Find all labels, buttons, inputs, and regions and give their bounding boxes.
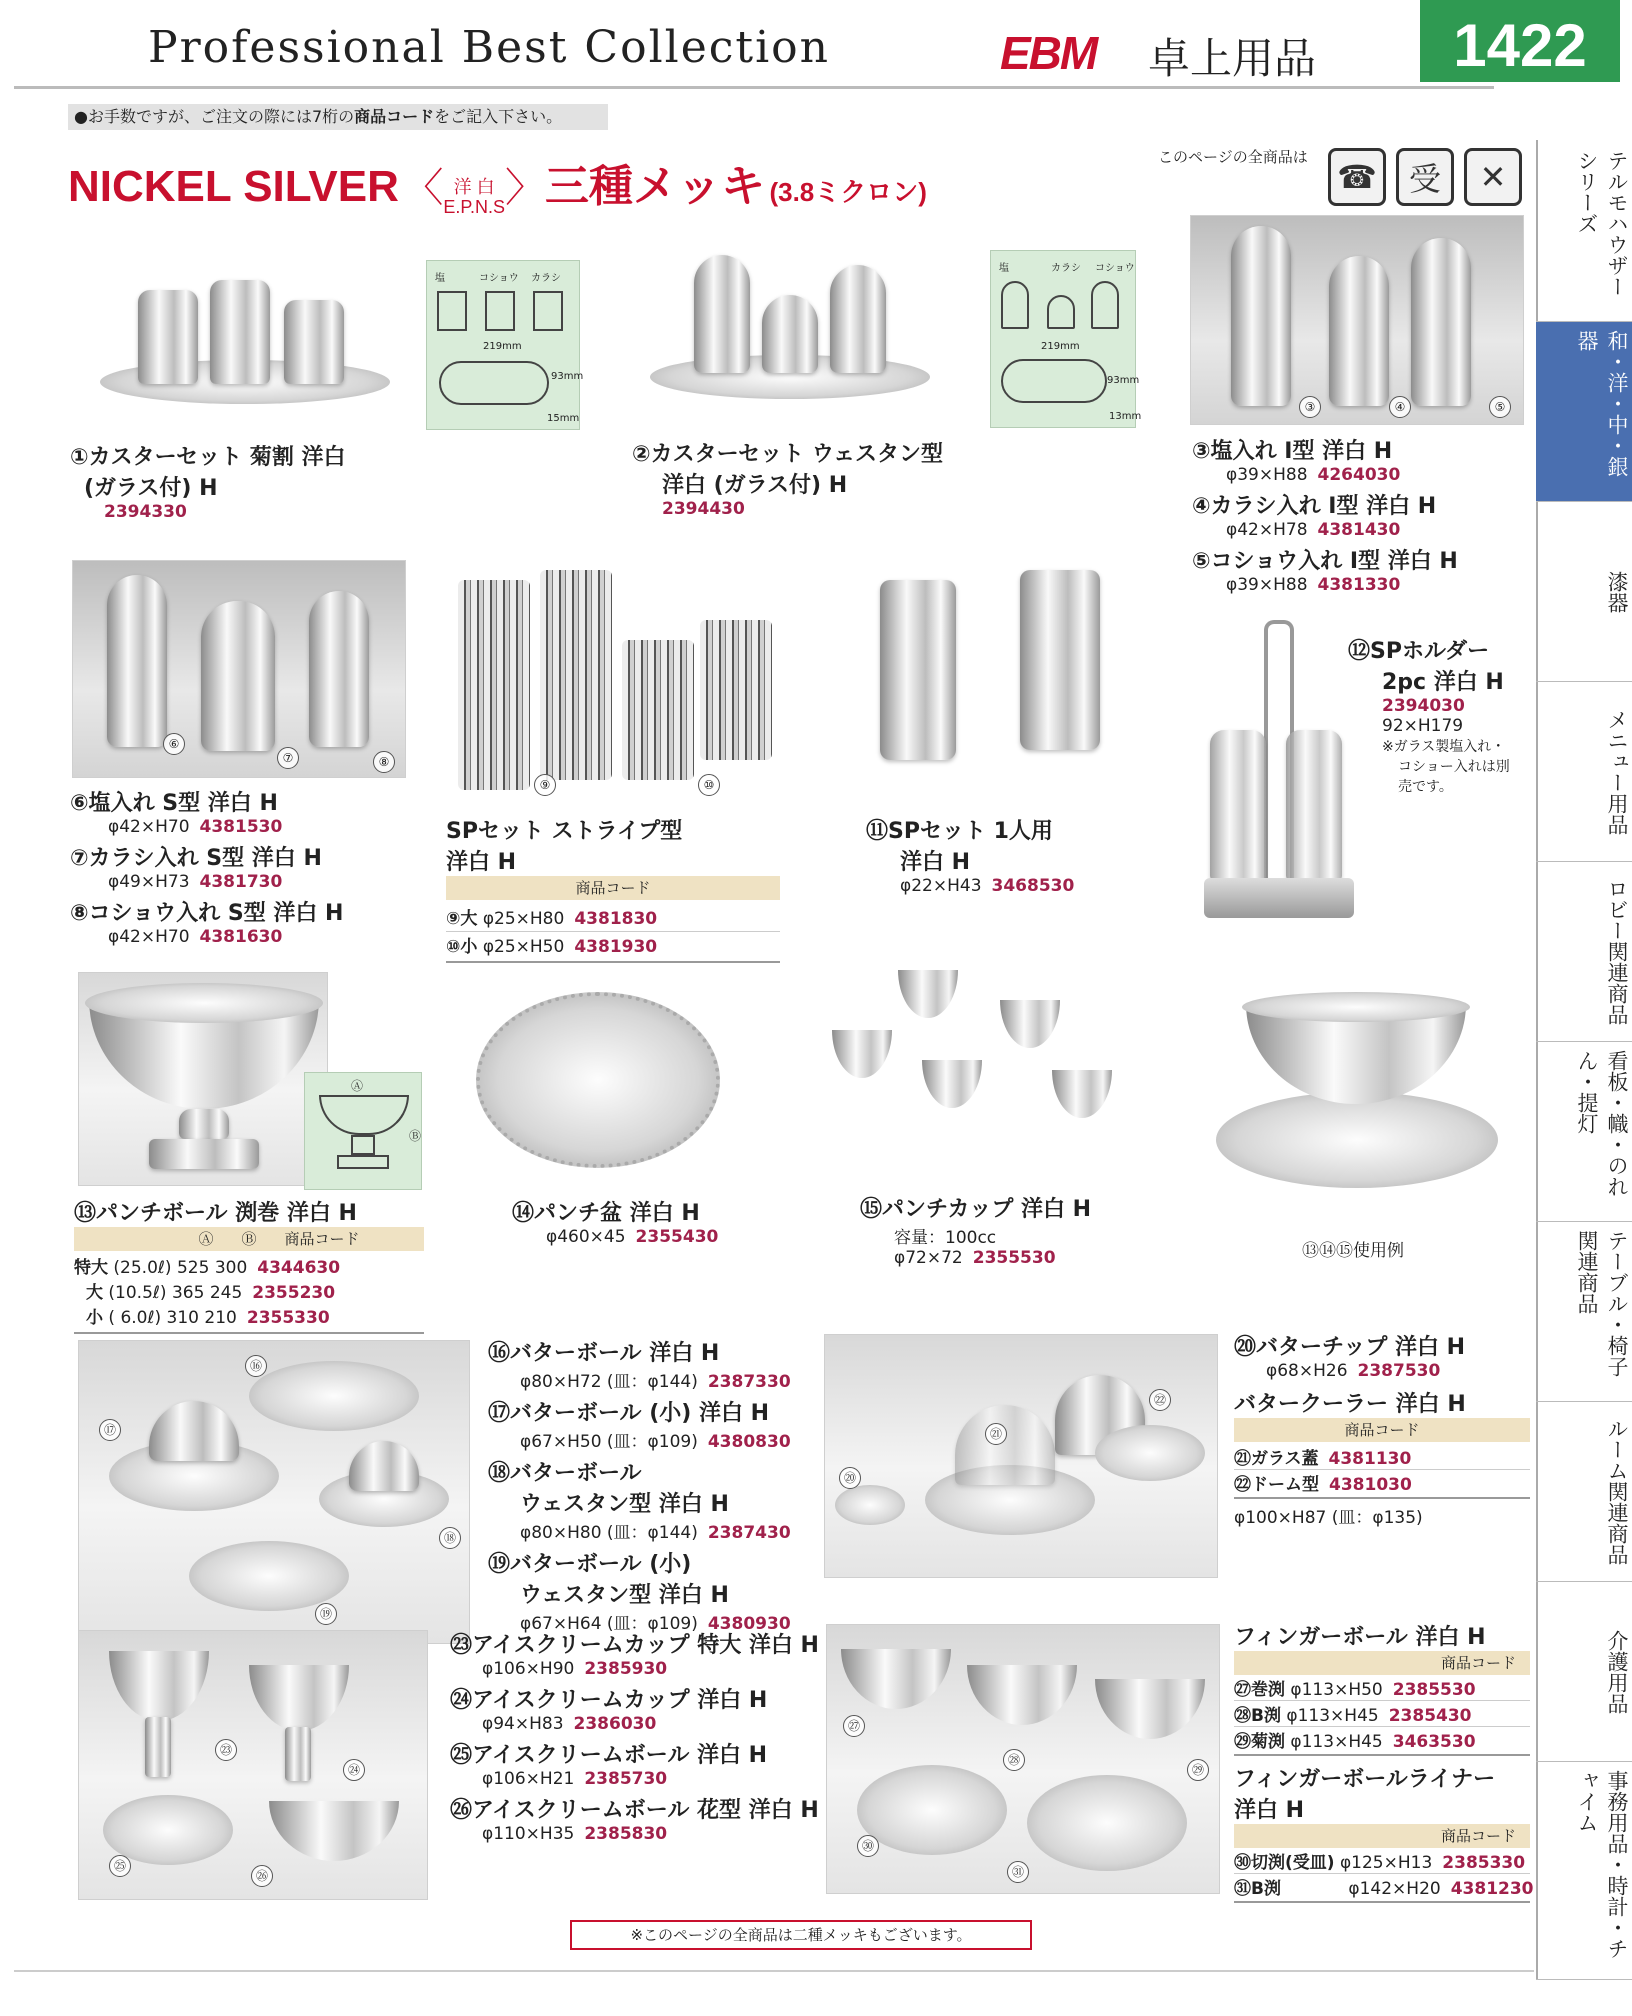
product-punch-tray: ⑭パンチ盆 洋白 H φ460×45 2355430	[512, 1201, 719, 1247]
product-photo-finger-bowl: ㉗ ㉘ ㉙ ㉚ ㉛	[826, 1624, 1220, 1894]
order-notice: ●お手数ですが、ご注文の際には7桁の商品コードをご記入下さい。	[68, 104, 608, 130]
dimension-diagram-caster-2: 塩 カラシ コショウ 219mm 93mm 13mm	[990, 250, 1136, 428]
header-title: Professional Best Collection	[148, 22, 830, 73]
product-photo-sp-single	[860, 570, 1120, 770]
all-items-label: このページの全商品は	[1158, 148, 1308, 166]
header-rule	[14, 86, 1494, 89]
product-finger-bowl: フィンガーボール 洋白 H 商品コード ㉗巻渕 φ113×H50 2385530 ㉘B渕 φ113×H45 2385430 ㉙菊渕 φ113×H45 3463530 フィンガーボールライナー 洋白 H 商品コード ㉚切渕(受皿) φ125×H13 2385330 ㉛B渕 φ142×H20 4381230	[1234, 1620, 1530, 1903]
product-photo-punch-usage	[1206, 980, 1506, 1200]
product-butter-cooler: ⑳バターチップ 洋白 H φ68×H26 2387530 バタークーラー 洋白 H 商品コード ㉑ガラス蓋 4381130 ㉒ドーム型 4381030 φ100×H87 (皿：φ135)	[1234, 1330, 1530, 1528]
sidebar-item-lacquerware[interactable]: 漆器	[1536, 502, 1632, 682]
series-title: NICKEL SILVER 〈 洋 白 E.P.N.S〉三種メッキ (3.8ミクロン)	[68, 162, 927, 217]
product-photo-butter-bowl: ⑯ ⑰ ⑱ ⑲	[78, 1340, 470, 1644]
bottom-note: ※このページの全商品は二種メッキもございます。	[570, 1920, 1032, 1950]
product-photo-sp-holder	[1204, 620, 1354, 930]
sidebar-item-silverware[interactable]: 和・洋・中・銀器	[1536, 322, 1632, 502]
product-photo-sp-stripe: ⑨ ⑩	[448, 560, 778, 800]
product-list-type1: ③塩入れ Ⅰ型 洋白 H φ39×H88 4264030 ④カラシ入れ Ⅰ型 洋白 H φ42×H78 4381430 ⑤コショウ入れ Ⅰ型 洋白 H φ39×H88 4381330	[1192, 439, 1458, 595]
product-photo-punch-tray	[468, 980, 728, 1180]
product-photo-butter-cooler: ⑳ ㉑ ㉒	[824, 1334, 1218, 1578]
product-sp-stripe: SPセット ストライプ型 洋白 H 商品コード ⑨大 φ25×H80 4381830 ⑩小 φ25×H50 4381930	[446, 814, 780, 963]
sidebar-item-termo-hauser[interactable]: テルモハウザーシリーズ	[1536, 142, 1632, 322]
sidebar-item-room[interactable]: ルーム関連商品	[1536, 1402, 1632, 1582]
sidebar-item-lobby[interactable]: ロビー関連商品	[1536, 862, 1632, 1042]
product-sp-holder: ⑫SPホルダー 2pc 洋白 H 2394030 92×H179 ※ガラス製塩入れ・ コショー入れは別 売です。	[1348, 639, 1510, 795]
dimension-diagram-punch-bowl: Ⓐ Ⓑ	[304, 1072, 422, 1190]
product-caster-kikuwari: ①カスターセット 菊割 洋白 (ガラス付) H 2394330	[70, 445, 346, 522]
product-punch-bowl: ⑬パンチボール 渕巻 洋白 H Ⓐ Ⓑ 商品コード 特大 (25.0ℓ) 525 300 4344630 大 (10.5ℓ) 365 245 2355230 小 ( 6.0ℓ) 310 210 2355330	[74, 1196, 424, 1334]
product-photo-caster-kikuwari	[90, 250, 400, 410]
product-list-butter-bowl: ⑯バターボール 洋白 H φ80×H72 (皿：φ144) 2387330 ⑰バターボール (小) 洋白 H φ67×H50 (皿：φ109) 4380830 ⑱バターボール ウェスタン型 洋白 H φ80×H80 (皿：φ144) 2387430 ⑲バターボール (小) ウェスタン型 洋白 H φ67×H64 (皿：φ109) 4380930	[488, 1341, 791, 1634]
product-photo-punch-cups	[832, 960, 1152, 1190]
product-photo-ice-cream: ㉓ ㉔ ㉕ ㉖	[78, 1630, 428, 1900]
sidebar-item-signboard[interactable]: 看板・幟・のれん・提灯	[1536, 1042, 1632, 1222]
product-photo-caster-western	[640, 245, 940, 405]
usage-example-label: ⑬⑭⑮使用例	[1302, 1241, 1404, 1261]
product-photo-punch-bowl	[78, 972, 328, 1186]
brand-logo: EBM	[1000, 27, 1097, 79]
sidebar-item-care[interactable]: 介護用品	[1536, 1582, 1632, 1762]
dimension-diagram-caster-1: 塩 コショウ カラシ 219mm 93mm 15mm	[426, 260, 580, 430]
sidebar-item-table-chair[interactable]: テーブル・椅子関連商品	[1536, 1222, 1632, 1402]
product-list-s: ⑥塩入れ S型 洋白 H φ42×H70 4381530 ⑦カラシ入れ S型 洋白 H φ49×H73 4381730 ⑧コショウ入れ S型 洋白 H φ42×H70 4381630	[70, 791, 344, 947]
product-punch-cup: ⑮パンチカップ 洋白 H 容量：100cc φ72×72 2355530	[860, 1197, 1092, 1268]
page-number: 1422	[1420, 0, 1620, 82]
sidebar-item-menu[interactable]: メニュー用品	[1536, 682, 1632, 862]
category-title: 卓上用品	[1148, 34, 1317, 83]
product-photo-shaker-s: ⑥ ⑦ ⑧	[72, 560, 406, 778]
product-photo-shaker-type1: ③ ④ ⑤	[1190, 215, 1524, 425]
product-caster-western: ②カスターセット ウェスタン型 洋白 (ガラス付) H 2394430	[632, 442, 943, 519]
sidebar-item-office[interactable]: 事務用品・時計・チャイム	[1536, 1762, 1632, 1980]
footer-rule	[14, 1970, 1534, 1972]
made-to-order-icon: 受	[1396, 148, 1454, 206]
product-sp-single: ⑪SPセット 1人用 洋白 H φ22×H43 3468530	[866, 819, 1075, 896]
product-list-ice-cream: ㉓アイスクリームカップ 特大 洋白 H φ106×H90 2385930 ㉔アイスクリームカップ 洋白 H φ94×H83 2386030 ㉕アイスクリームボール 洋白 H φ106×H21 2385730 ㉖アイスクリームボール 花型 洋白 H φ110×H35 2385830	[450, 1633, 819, 1844]
no-return-icon: ✕	[1464, 148, 1522, 206]
phone-order-icon: ☎	[1328, 148, 1386, 206]
